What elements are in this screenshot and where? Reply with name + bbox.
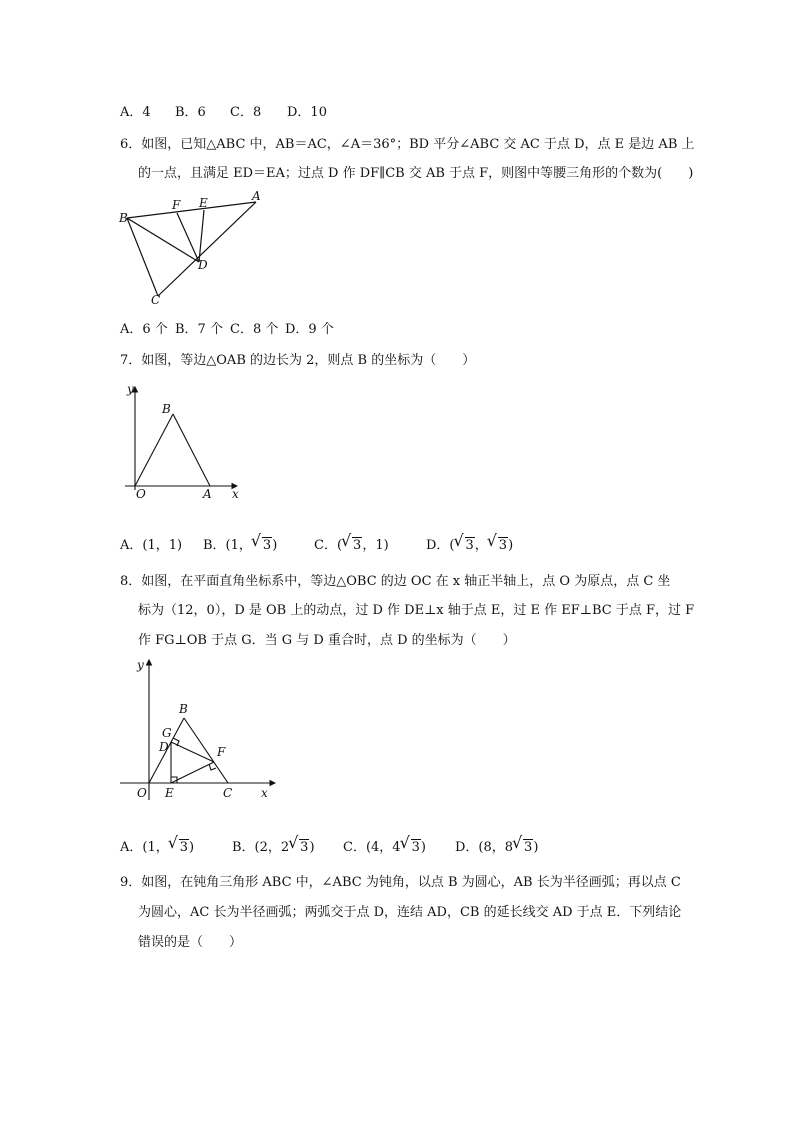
- q7-label-b: B: [162, 402, 171, 416]
- q7-option-a-text: A．(1，1): [120, 538, 183, 553]
- q8-label-c: C: [223, 786, 233, 800]
- q8-option-d-sqrt: [513, 839, 533, 857]
- q6-option-c: C．8 个: [230, 322, 279, 337]
- q8-option-a-post: ): [189, 840, 195, 855]
- q7-option-d-radicand1: 3: [465, 538, 474, 553]
- q8-figure: [115, 655, 280, 805]
- q8-option-c: [343, 839, 426, 857]
- q6-option-b: B．7 个: [175, 322, 223, 337]
- q8-label-y: y: [137, 658, 144, 672]
- q7-label-a: A: [203, 487, 212, 501]
- q6-label-f: F: [172, 198, 181, 212]
- q8-label-d: D: [159, 740, 169, 754]
- q5-option-c: C．8: [230, 105, 262, 120]
- q8-text-line2: 标为（12，0），D 是 OB 上的动点，过 D 作 DE⊥x 轴于点 E，过 E 作 EF⊥BC 于点 F，过 F: [138, 603, 695, 618]
- q8-option-d-radicand: 3: [524, 840, 533, 855]
- q8-label-f: F: [217, 745, 226, 759]
- q7-figure: [120, 375, 250, 505]
- q8-option-b-post: ): [309, 840, 315, 855]
- q7-option-d-mid: ，: [474, 538, 488, 553]
- q8-option-b-radicand: 3: [300, 840, 309, 855]
- q7-option-c-pre: C．(: [314, 538, 343, 553]
- q8-option-c-pre: C．(4，4: [343, 840, 401, 855]
- q8-text-line1: 8．如图，在平面直角坐标系中，等边△OBC 的边 OC 在 x 轴正半轴上，点 O 为原点，点 C 坐: [120, 574, 671, 589]
- q8-label-x: x: [261, 786, 268, 800]
- q7-option-c-sqrt: [342, 537, 362, 555]
- q8-option-a-radicand: 3: [179, 840, 189, 855]
- q6-text-line1: 6．如图，已知△ABC 中，AB＝AC，∠A＝36°；BD 平分∠ABC 交 AC 于点 D，点 E 是边 AB 上: [120, 137, 695, 152]
- q7-option-c-post: ，1): [362, 538, 389, 553]
- q6-label-c: C: [151, 293, 161, 307]
- q7-label-x: x: [232, 487, 239, 501]
- q8-label-o: O: [137, 786, 147, 800]
- q6-label-d: D: [198, 258, 208, 272]
- q8-option-c-radicand: 3: [411, 840, 420, 855]
- q7-option-d-sqrt2: [488, 537, 508, 555]
- q7-option-b: [203, 537, 277, 555]
- q7-option-b-post: ): [272, 538, 278, 553]
- q6-figure: [110, 190, 270, 310]
- q7-text-line1: 7．如图，等边△OAB 的边长为 2，则点 B 的坐标为（ ）: [120, 353, 476, 368]
- q6-label-a: A: [252, 189, 261, 203]
- q7-option-b-radicand: 3: [262, 538, 272, 553]
- q7-label-y: y: [127, 382, 134, 396]
- q7-option-c: [314, 537, 389, 555]
- q8-option-c-post: ): [420, 840, 426, 855]
- q8-option-d-post: ): [533, 840, 539, 855]
- q8-option-d-pre: D．(8，8: [455, 840, 514, 855]
- q8-label-b: B: [179, 702, 188, 716]
- q6-option-a: A．6 个: [120, 322, 168, 337]
- q8-option-b-sqrt: [289, 839, 309, 857]
- q8-option-b-pre: B．(2，2: [232, 840, 290, 855]
- q6-label-e: E: [199, 196, 208, 210]
- q7-option-d-pre: D．(: [426, 538, 455, 553]
- q7-option-b-pre: B．(1，: [203, 538, 252, 553]
- q8-label-e: E: [165, 786, 174, 800]
- q5-option-b: B．6: [175, 105, 206, 120]
- q8-text-line3: 作 FG⊥OB 于点 G．当 G 与 D 重合时，点 D 的坐标为（ ）: [138, 633, 516, 648]
- q8-option-c-sqrt: [401, 839, 421, 857]
- q7-option-d: [426, 537, 513, 555]
- q7-option-a: [120, 537, 182, 555]
- q5-option-a: A．4: [120, 105, 151, 120]
- q6-option-d: D．9 个: [285, 322, 334, 337]
- q8-option-a-pre: A．(1，: [120, 840, 169, 855]
- q9-text-line3: 错误的是（ ）: [138, 935, 243, 950]
- q7-label-o: O: [136, 487, 146, 501]
- q7-option-d-sqrt1: [455, 537, 475, 555]
- q9-text-line1: 9．如图，在钝角三角形 ABC 中，∠ABC 为钝角，以点 B 为圆心，AB 长为半径画弧；再以点 C: [120, 875, 681, 890]
- q5-option-d: D．10: [287, 105, 327, 120]
- q7-option-b-sqrt: [252, 537, 272, 555]
- q6-text-line2: 的一点，且满足 ED＝EA；过点 D 作 DF∥CB 交 AB 于点 F，则图中等腰三角形的个数为( ): [138, 166, 694, 181]
- q9-text-line2: 为圆心，AC 长为半径画弧；两弧交于点 D，连结 AD，CB 的延长线交 AD 于点 E．下列结论: [138, 905, 682, 920]
- q8-option-a-sqrt: [169, 839, 189, 857]
- q7-option-d-post: ): [508, 538, 514, 553]
- q6-label-b: B: [119, 211, 128, 225]
- q8-option-a: [120, 839, 194, 857]
- q8-option-b: [232, 839, 315, 857]
- q7-option-d-radicand2: 3: [498, 538, 508, 553]
- q8-label-g: G: [162, 726, 172, 740]
- q8-option-d: [455, 839, 538, 857]
- q7-option-c-radicand: 3: [353, 538, 362, 553]
